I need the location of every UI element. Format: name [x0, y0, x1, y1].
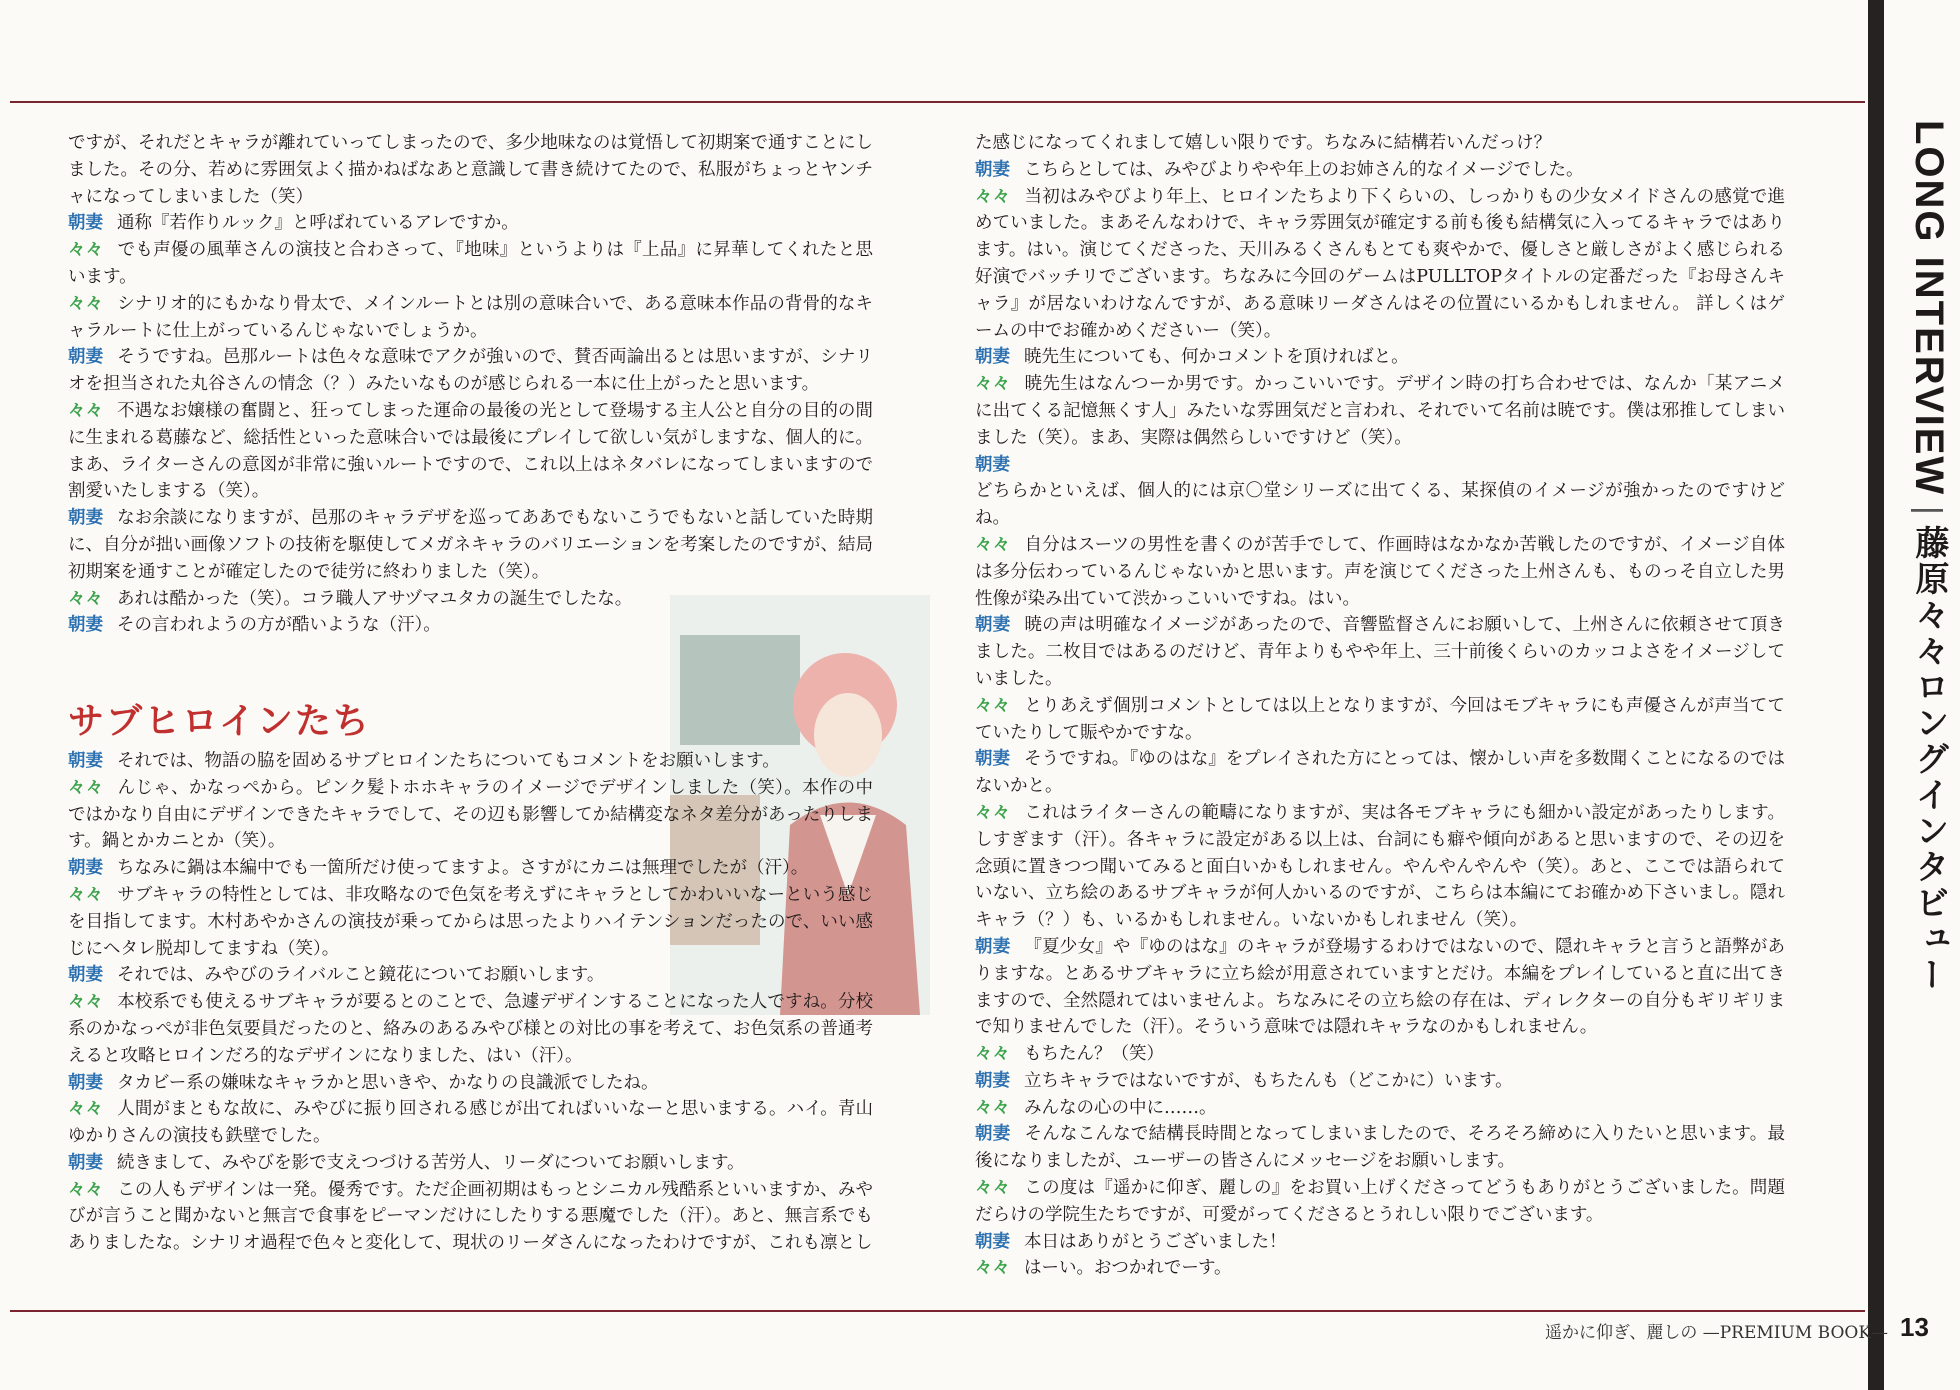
dialogue-line: [68, 210, 873, 237]
dialogue-text: はーい。おつかれでーす。: [1024, 1258, 1232, 1279]
speaker-name: 朝妻: [68, 508, 104, 529]
speaker-name: 朝妻: [975, 936, 1011, 957]
dialogue-text: そうですね。邑那ルートは色々な意味でアクが強いので、賛否両論出るとは思いますが、シナリオを担当された丸谷さんの情念（？）みたいなものが感じられる一本に仕上がったと思います。: [68, 347, 874, 395]
dialogue-line: [975, 1121, 1785, 1175]
speaker-name: 朝妻: [68, 750, 103, 771]
dialogue-text: 本校系でも使えるサブキャラが要るとのことで、急遽デザインすることになった人ですね。分校系のかなっぺが非色気要員だったのと、絡みのあるみやび様との対比の事を考えて、お色気系の普通考えると攻略ヒロインだろ的なデザインになりました、はい（汗）。: [68, 992, 873, 1066]
speaker-name: 朝妻: [68, 615, 103, 636]
speaker-name: 々々: [68, 1179, 104, 1200]
side-title: [1894, 120, 1954, 1180]
speaker-name: 々々: [975, 186, 1011, 207]
left-section-dialogue: [68, 748, 873, 1257]
speaker-name: 朝妻: [975, 347, 1010, 368]
left-column: [68, 130, 873, 1257]
dialogue-line: [975, 800, 1785, 934]
dialogue-line: [975, 1041, 1785, 1068]
top-rule: [10, 101, 1865, 103]
dialogue-text: シナリオ的にもかなり骨太で、メインルートとは別の意味合いで、ある意味本作品の背骨的なキャラルートに仕上がっているんじゃないでしょうか。: [68, 293, 873, 341]
dialogue-line: [975, 746, 1785, 800]
dialogue-text: これはライターさんの範疇になりますが、実は各モブキャラにも細かい設定があったりします。しすぎます（汗）。各キャラに設定がある以上は、台詞にも癖や傾向があると思いますので、その辺を念頭に置きつつ聞いてみると面白いかもしれません。やんやんやんや（笑）。あと、ここでは語られていない、立ち絵のあるサブキャラが何人かいるのですが、こちらは本編にてお確かめ下さいまし。隠れキャラ（？）も、いるかもしれません。いないかもしれません（笑）。: [975, 802, 1785, 931]
dialogue-text: んじゃ、かなっぺから。ピンク髪トホホキャラのイメージでデザインしました（笑）。本作の中ではかなり自由にデザインできたキャラでして、その辺も影響してか結構変なネタ差分があったりします。鍋とかカニとか（笑）。: [68, 777, 873, 852]
dialogue-line: [975, 1095, 1785, 1122]
bottom-rule: [10, 1310, 1865, 1312]
dialogue-line: [975, 1255, 1785, 1282]
dialogue-text: 本日はありがとうございました！: [1024, 1231, 1287, 1252]
dialogue-text: 暁先生はなんつーか男です。かっこいいです。デザイン時の打ち合わせでは、なんか「某アニメに出てくる記憶無くす人」みたいな雰囲気だと言われ、それでいて名前は暁です。僕は邪推してしまいました（笑）。まあ、実際は偶然らしいですけど（笑）。: [975, 374, 1785, 448]
dialogue-line: [68, 855, 873, 882]
dialogue-line: [68, 1150, 873, 1177]
dialogue-text: 自分はスーツの男性を書くのが苦手でして、作画時はなかなか苦戦したのですが、イメージ自体は多分伝わっているんじゃないかと思います。声を演じてくださった上州さんも、ものっそ自立した男性像が染み出ていて渋かっこいいですね。はい。: [975, 534, 1786, 609]
dialogue-line: [68, 1070, 873, 1097]
right-column: [975, 130, 1785, 1282]
dialogue-text: 続きまして、みやびを影で支えつづける苦労人、リーダについてお願いします。: [117, 1152, 745, 1173]
speaker-name: 々々: [975, 534, 1011, 555]
side-title-en: LONG INTERVIEW: [1907, 120, 1951, 497]
speaker-name: 々々: [975, 1178, 1011, 1199]
dialogue-line: [975, 130, 1785, 157]
dialogue-line: [975, 532, 1785, 612]
dialogue-text: こちらとしては、みやびよりやや年上のお姉さん的なイメージでした。: [1024, 159, 1584, 180]
dialogue-line: [68, 748, 873, 775]
dialogue-text: サブキャラの特性としては、非攻略なので色気を考えずにキャラとしてかわいいなーという感じを目指してます。木村あやかさんの演技が乗ってからは思ったよりハイテンションだったので、いい感じにヘタレ脱却してますね（笑）。: [68, 884, 874, 959]
dialogue-text: 暁の声は明確なイメージがあったので、音響監督さんにお願いして、上州さんに依頼させて頂きました。二枚目ではあるのだけど、青年よりもやや年上、三十前後くらいのカッコよさをイメージしていました。: [975, 615, 1785, 689]
dialogue-text: ちなみに鍋は本編中でも一箇所だけ使ってますよ。さすがにカニは無理でしたが（汗）。: [117, 858, 809, 879]
speaker-name: 朝妻: [68, 1072, 103, 1093]
speaker-name: 々々: [68, 400, 104, 421]
dialogue-line: [68, 586, 873, 613]
dialogue-text: 暁先生についても、何かコメントを頂ければと。: [1024, 347, 1409, 368]
side-title-separator: |: [1910, 506, 1948, 516]
speaker-name: 朝妻: [68, 858, 103, 879]
dialogue-text: でも声優の風華さんの演技と合わさって、『地味』というよりは『上品』に昇華してくれたと思います。: [68, 240, 873, 287]
dialogue-text: そんなこんなで結構長時間となってしまいましたので、そろそろ締めに入りたいと思います。最後になりましたが、ユーザーの皆さんにメッセージをお願いします。: [975, 1124, 1785, 1172]
dialogue-line: [975, 344, 1785, 371]
dialogue-line: [68, 505, 873, 585]
dialogue-text: とりあえず個別コメントとしては以上となりますが、今回はモブキャラにも声優さんが声当ててていたりして賑やかですな。: [975, 695, 1786, 743]
speaker-name: 々々: [68, 293, 104, 314]
dialogue-text: この度は『遥かに仰ぎ、麗しの』をお買い上げくださってどうもありがとうございました。問題だらけの学院生たちですが、可愛がってくださるとうれしい限りでございます。: [975, 1178, 1786, 1225]
dialogue-text: どちらかといえば、個人的には京〇堂シリーズに出てくる、某探偵のイメージが強かったのですけどね。: [975, 481, 1785, 529]
dialogue-line: [975, 1175, 1785, 1229]
speaker-name: 朝妻: [68, 965, 103, 986]
dialogue-line: [68, 882, 873, 962]
dialogue-line: [68, 344, 873, 398]
dialogue-line: [975, 157, 1785, 184]
dialogue-line: [68, 775, 873, 855]
dialogue-line: [975, 371, 1785, 451]
dialogue-line: [68, 989, 873, 1069]
speaker-name: 朝妻: [975, 1231, 1010, 1252]
section-heading: サブヒロインたち: [68, 701, 371, 743]
speaker-name: 々々: [975, 1258, 1010, 1279]
speaker-name: 々々: [975, 1044, 1010, 1065]
dialogue-text: みんなの心の中に……。: [1024, 1097, 1217, 1118]
dialogue-line: [68, 398, 873, 505]
speaker-name: 朝妻: [975, 1124, 1011, 1145]
speaker-name: 々々: [68, 240, 104, 261]
speaker-name: 朝妻: [975, 1070, 1010, 1091]
dialogue-line: [68, 237, 873, 291]
side-title-jp: 藤原々々ロングインタビュー: [1910, 525, 1948, 994]
speaker-name: 々々: [975, 1097, 1010, 1118]
speaker-name: 々々: [975, 802, 1011, 823]
dialogue-line: [68, 962, 873, 989]
dialogue-text: ですが、それだとキャラが離れていってしまったので、多少地味なのは覚悟して初期案で通すことにしました。その分、若めに雰囲気よく描かねばなあと意識して書き続けてたので、私服がちょっとヤンチャになってしまいました（笑）: [68, 133, 873, 207]
dialogue-text: 当初はみやびより年上、ヒロインたちより下くらいの、しっかりもの少女メイドさんの感覚で進めていました。まあそんなわけで、キャラ雰囲気が確定する前も後も結構気に入ってるキャラではあります。はい。演じてくださった、天川みるくさんもとても爽やかで、優しさと厳しさがよく感じられる好演でバッチリでございます。ちなみに今回のゲームはPULLTOPタイトルの定番だった『お母さんキャラ』が居ないわけなんですが、ある意味リーダさんはその位置にいるかもしれません。 詳しくはゲームの中でお確かめくださいー（笑）。: [975, 186, 1786, 341]
right-edge-bar: [1868, 0, 1884, 1390]
speaker-name: 朝妻: [975, 454, 1010, 475]
dialogue-text: た感じになってくれまして嬉しい限りです。ちなみに結構若いんだっけ？: [975, 133, 1552, 153]
speaker-name: 々々: [975, 374, 1011, 395]
dialogue-text: 不遇なお嬢様の奮闘と、狂ってしまった運命の最後の光として登場する主人公と自分の目的の間に生まれる葛藤など、総括性といった意味合いでは最後にプレイして欲しい気がしますな、個人的に。まあ、ライターさんの意図が非常に強いルートですので、これ以上はネタバレになってしまいますので割愛いたしまする（笑）。: [68, 400, 874, 502]
dialogue-text: 『夏少女』や『ゆのはな』のキャラが登場するわけではないので、隠れキャラと言うと語弊がありますな。とあるサブキャラに立ち絵が用意されていますとだけ。本編をプレイしていると直に出てきますので、全然隠れてはいませんよ。ちなみにその立ち絵の存在は、ディレクターの自分もギリギリまで知りませんでした（汗）。そういう意味では隠れキャラなのかもしれません。: [975, 936, 1785, 1038]
dialogue-text: この人もデザインは一発。優秀です。ただ企画初期はもっとシニカル残酷系といいますか、みやびが言うこと聞かないと無言で食事をピーマンだけにしたりする悪魔でした（汗）。あと、無言系でもありましたな。シナリオ過程で色々と変化して、現状のリーダさんになったわけですが、これも凛とし: [68, 1179, 873, 1254]
dialogue-text: それでは、みやびのライバルこと鏡花についてお願いします。: [117, 965, 605, 986]
dialogue-line: [68, 1177, 873, 1257]
dialogue-text: それでは、物語の脇を固めるサブヒロインたちについてもコメントをお願いします。: [117, 750, 780, 771]
speaker-name: 朝妻: [975, 749, 1011, 770]
speaker-name: 々々: [68, 588, 103, 609]
speaker-name: 々々: [68, 992, 104, 1013]
dialogue-line: [975, 1068, 1785, 1095]
footer-book-title: 遥かに仰ぎ、麗しの —PREMIUM BOOK—: [1545, 1323, 1889, 1343]
speaker-name: 朝妻: [68, 347, 104, 368]
dialogue-text: 立ちキャラではないですが、もちたんも（どこかに）います。: [1024, 1070, 1513, 1091]
speaker-name: 々々: [975, 695, 1011, 716]
dialogue-text: 人間がまともな故に、みやびに振り回される感じが出てればいいなーと思いまする。ハイ。青山ゆかりさんの演技も鉄壁でした。: [68, 1099, 874, 1147]
speaker-name: 々々: [68, 884, 104, 905]
dialogue-text: タカビー系の嫌味なキャラかと思いきや、かなりの良識派でしたね。: [117, 1072, 659, 1093]
dialogue-line: [975, 612, 1785, 692]
dialogue-line: [975, 478, 1785, 532]
dialogue-line: [68, 291, 873, 345]
right-dialogue: [975, 130, 1785, 1282]
dialogue-line: [68, 130, 873, 210]
page-number: 13: [1900, 1312, 1929, 1342]
speaker-name: 朝妻: [68, 1152, 103, 1173]
left-intro-dialogue: [68, 130, 873, 639]
speaker-name: 朝妻: [68, 213, 103, 234]
dialogue-line: [975, 934, 1785, 1041]
dialogue-text: その言われようの方が酷いような（汗）。: [117, 615, 441, 636]
speaker-name: 朝妻: [975, 159, 1010, 180]
dialogue-line: [68, 612, 873, 639]
dialogue-text: なお余談になりますが、邑那のキャラデザを巡ってああでもないこうでもないと話していた時期に、自分が拙い画像ソフトの技術を駆使してメガネキャラのバリエーションを考案したのですが、結局初期案を通すことが確定したので徒労に終わりました（笑）。: [68, 508, 874, 582]
dialogue-line: [975, 1229, 1785, 1256]
dialogue-text: あれは酷かった（笑）。コラ職人アサヅマユタカの誕生でしたな。: [117, 588, 633, 609]
dialogue-text: もちたん？（笑）: [1024, 1044, 1164, 1065]
dialogue-line: [975, 184, 1785, 345]
dialogue-line: [975, 452, 1785, 479]
speaker-name: 朝妻: [975, 615, 1011, 636]
dialogue-text: 通称『若作りルック』と呼ばれているアレですか。: [117, 213, 519, 234]
dialogue-text: そうですね。『ゆのはな』をプレイされた方にとっては、懐かしい声を多数聞くことになるのではないかと。: [975, 749, 1785, 797]
speaker-name: 々々: [68, 1099, 104, 1120]
dialogue-line: [975, 693, 1785, 747]
dialogue-line: [68, 1096, 873, 1150]
speaker-name: 々々: [68, 777, 104, 798]
